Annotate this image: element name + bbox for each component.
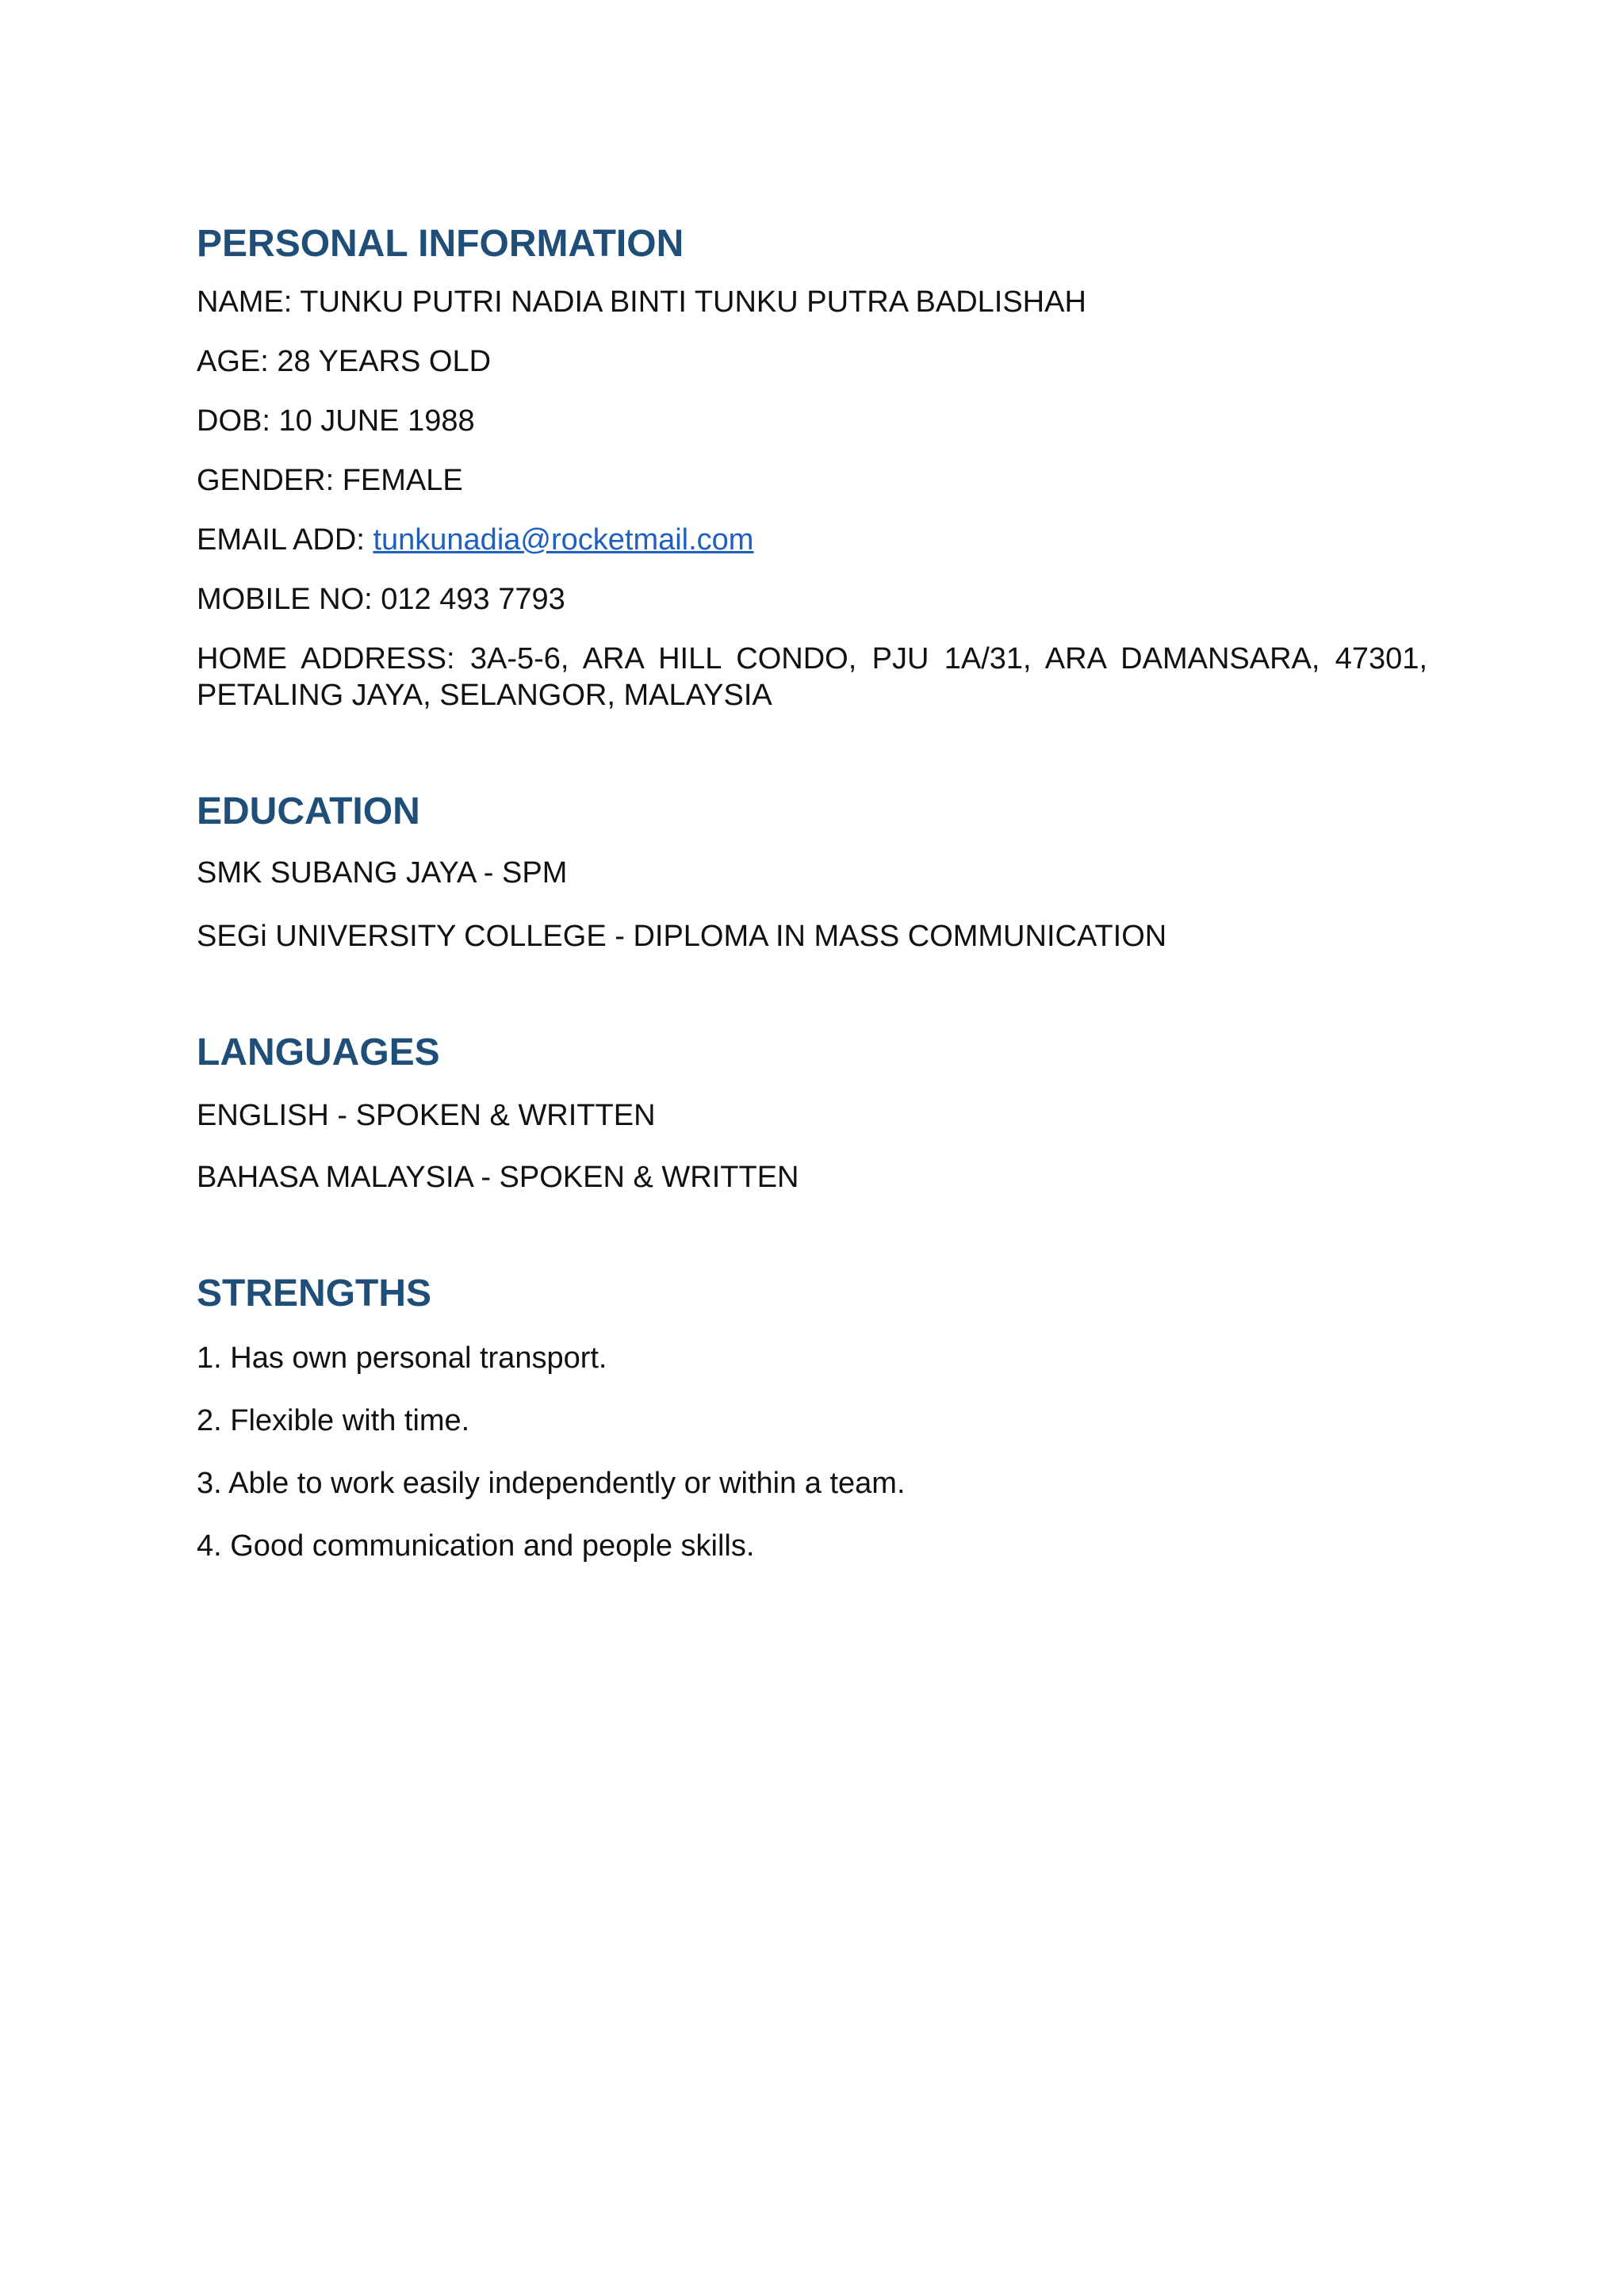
strength-item: 3. Able to work easily independently or within a team. (197, 1467, 906, 1500)
gender-value: FEMALE (342, 464, 463, 497)
age-label: AGE: (197, 345, 269, 378)
language-item: BAHASA MALAYSIA - SPOKEN & WRITTEN (197, 1161, 799, 1194)
age-row (197, 343, 1427, 380)
strength-item: 2. Flexible with time. (197, 1404, 470, 1437)
education-item: SMK SUBANG JAYA - SPM (197, 856, 568, 890)
dob-value: 10 JUNE 1988 (278, 404, 475, 438)
section-title-languages: LANGUAGES (197, 1031, 440, 1073)
mobile-row (197, 581, 1427, 618)
language-item: ENGLISH - SPOKEN & WRITTEN (197, 1099, 656, 1132)
section-title-education: EDUCATION (197, 790, 420, 832)
section-title-strengths: STRENGTHS (197, 1272, 432, 1314)
gender-label: GENDER: (197, 464, 335, 497)
dob-row (197, 403, 1427, 439)
name-value: TUNKU PUTRI NADIA BINTI TUNKU PUTRA BADLISHAH (300, 285, 1086, 319)
education-section (197, 790, 1427, 955)
strength-item: 1. Has own personal transport. (197, 1341, 607, 1375)
personal-information-section (197, 222, 1427, 714)
gender-row (197, 462, 1427, 499)
mobile-label: MOBILE NO: (197, 583, 373, 616)
age-value: 28 YEARS OLD (277, 345, 492, 378)
mobile-value: 012 493 7793 (381, 583, 565, 616)
strengths-section (197, 1272, 1427, 1564)
strength-item: 4. Good communication and people skills. (197, 1529, 755, 1563)
home-address-label: HOME ADDRESS: (197, 642, 455, 675)
name-label: NAME: (197, 285, 293, 319)
section-title-personal-information: PERSONAL INFORMATION (197, 223, 684, 265)
home-address-row (197, 641, 1427, 714)
email-link[interactable]: tunkunadia@rocketmail.com (373, 523, 754, 557)
dob-label: DOB: (197, 404, 270, 438)
name-row (197, 284, 1427, 320)
email-row (197, 522, 1427, 558)
home-address-value: 3A-5-6, ARA HILL CONDO, PJU 1A/31, ARA DAMANSARA, 47301, PETALING JAYA, SELANGOR, MALAYSIA (197, 642, 1428, 712)
resume-page (197, 222, 1427, 1564)
education-item: SEGi UNIVERSITY COLLEGE - DIPLOMA IN MASS COMMUNICATION (197, 920, 1167, 953)
email-label: EMAIL ADD: (197, 523, 365, 557)
languages-section (197, 1031, 1427, 1196)
